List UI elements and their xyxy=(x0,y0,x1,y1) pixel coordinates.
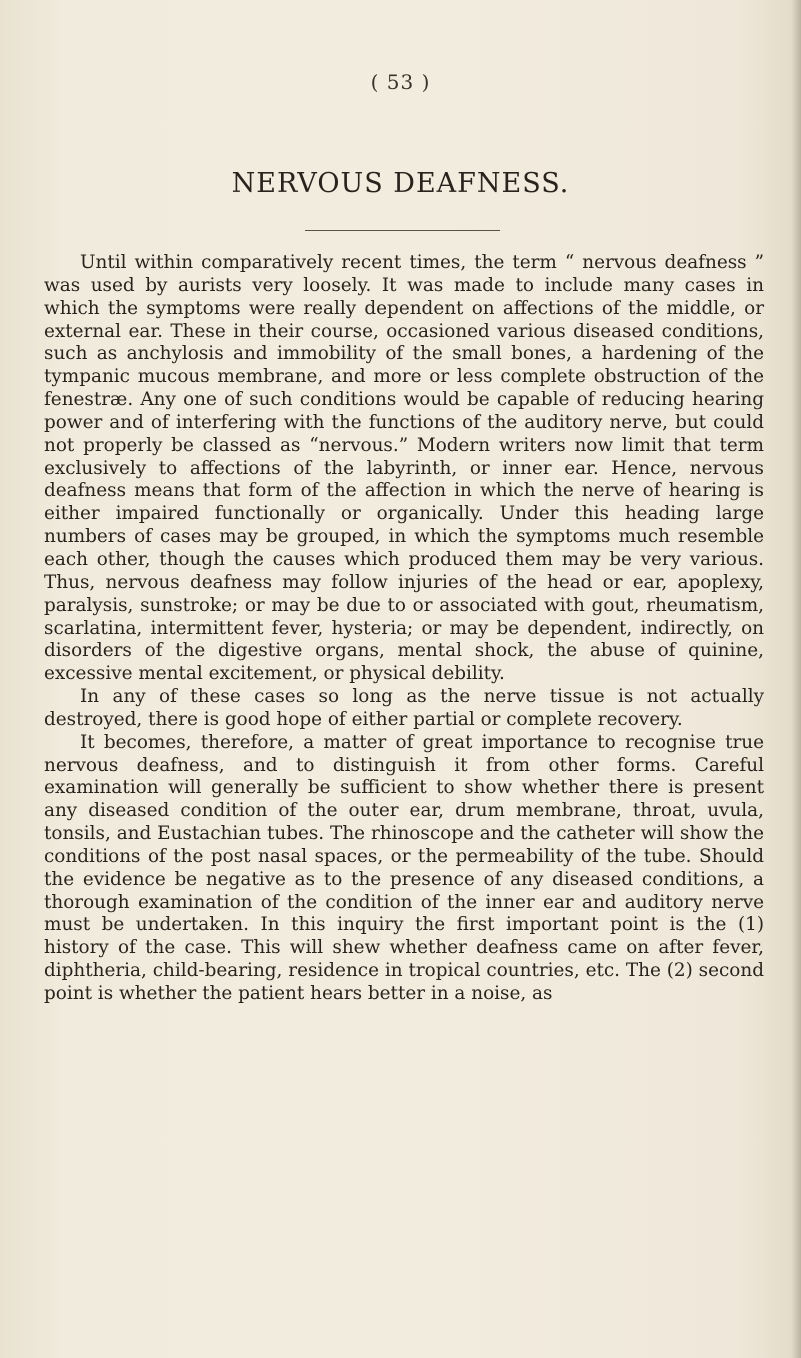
paragraph-1: Until within comparatively recent times, the term “ nervous deafness ” was used by aurists very loosely. It was made to include many cases in which the symptoms were really dependent on affections of the middle, or external ear. These in their course, occasioned various diseased conditions, such as anchylosis and immobility of the small bones, a hardening of the tympanic mucous membrane, and more or less complete obstruction of the fenestræ. Any one of such conditions would be capable of reducing hearing power and of interfering with the functions of the auditory nerve, but could not properly be classed as “nervous.” Modern writers now limit that term exclusively to affections of the labyrinth, or inner ear. Hence, nervous deafness means that form of the affection in which the nerve of hearing is either impaired functionally or organically. Under this heading large numbers of cases may be grouped, in which the symptoms much resemble each other, though the causes which produced them may be very various. Thus, nervous deafness may follow injuries of the head or ear, apoplexy, paralysis, sunstroke; or may be due to or associated with gout, rheumatism, scarlatina, intermittent fever, hysteria; or may be dependent, indirectly, on disorders of the digestive organs, mental shock, the abuse of quinine, excessive mental excitement, or physical debility. xyxy=(44,252,764,685)
paragraph-2: In any of these cases so long as the nerve tissue is not actually destroyed, there is good hope of either partial or complete recovery. xyxy=(44,686,764,730)
body-text xyxy=(44,252,764,1006)
chapter-title: NERVOUS DEAFNESS. xyxy=(231,168,570,199)
page-edge-shadow xyxy=(791,0,801,1358)
paragraph-3: It becomes, therefore, a matter of great importance to recognise true nervous deafness, and to distinguish it from other forms. Careful examination will generally be sufficient to show whether there is present any diseased condition of the outer ear, drum membrane, throat, uvula, tonsils, and Eustachian tubes. The rhinoscope and the catheter will show the conditions of the post nasal spaces, or the permeability of the tube. Should the evidence be negative as to the presence of any diseased conditions, a thorough examination of the condition of the inner ear and auditory nerve must be undertaken. In this inquiry the first important point is the (1) history of the case. This will shew whether deafness came on after fever, diphtheria, child-bearing, residence in tropical countries, etc. The (2) second point is whether the patient hears better in a noise, as xyxy=(44,731,764,1004)
title-rule xyxy=(305,230,500,231)
page-number: ( 53 ) xyxy=(370,70,431,94)
